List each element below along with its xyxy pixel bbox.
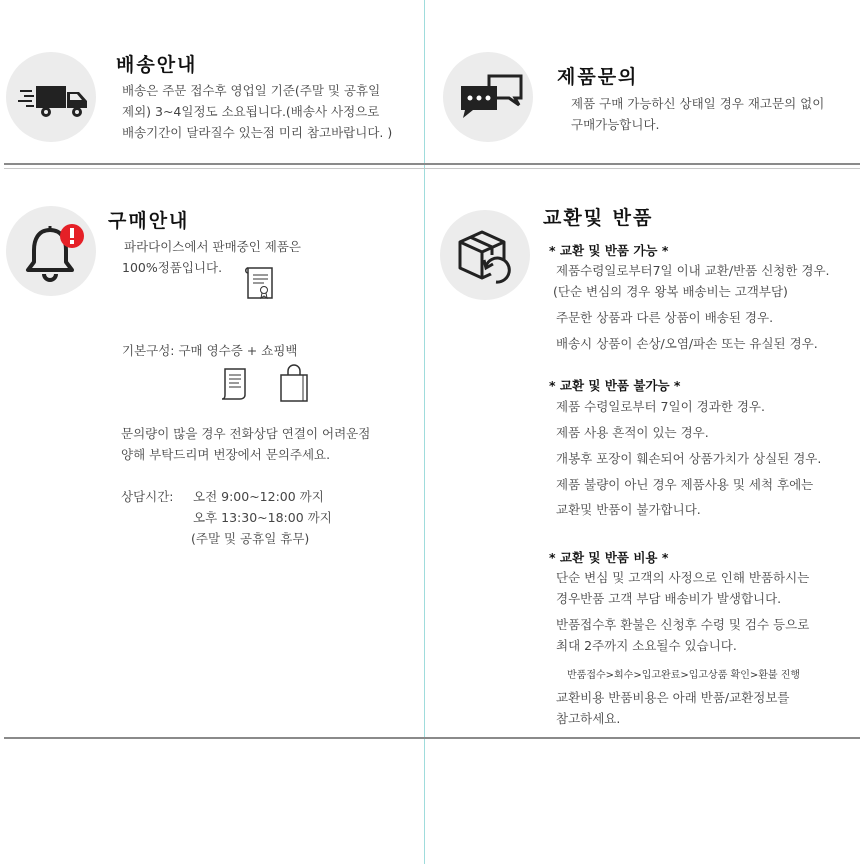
impossible-line-4: 제품 불량이 아닌 경우 제품사용 및 세척 후에는 [556, 477, 814, 492]
note-line-1: 교환비용 반품비용은 아래 반품/교환정보를 [556, 690, 790, 705]
phone-line-2: 양해 부탁드리며 번장에서 문의주세요. [121, 447, 331, 462]
delivery-line-3: 배송기간이 달라질수 있는점 미리 참고바랍니다. ) [122, 125, 393, 140]
hours-am: 오전 9:00~12:00 까지 [193, 489, 324, 504]
cost-line-4: 최대 2주까지 소요될수 있습니다. [556, 638, 737, 653]
truck-icon [6, 52, 96, 142]
truck-icon-circle [6, 52, 96, 142]
possible-line-2: (단순 변심의 경우 왕복 배송비는 고객부담) [553, 284, 788, 299]
receipt-icon [217, 366, 251, 402]
impossible-line-2: 제품 사용 흔적이 있는 경우. [556, 425, 709, 440]
shopping-bag-icon [277, 363, 311, 403]
guide-line-vertical [424, 0, 425, 864]
bell-icon-circle [6, 206, 96, 296]
hours-pm: 오후 13:30~18:00 까지 [193, 510, 332, 525]
certificate-icon [244, 264, 280, 302]
possible-line-1: 제품수령일로부터7일 이내 교환/반품 신청한 경우. [556, 263, 830, 278]
authentic-line-1: 파라다이스에서 판매중인 제품은 [124, 239, 301, 254]
hours-label: 상담시간: [121, 489, 174, 504]
impossible-line-5: 교환및 반품이 불가합니다. [556, 502, 701, 517]
phone-line-1: 문의량이 많을 경우 전화상담 연결이 어려운점 [121, 426, 371, 441]
inquiry-line-2: 구매가능합니다. [571, 117, 660, 132]
cost-line-2: 경우반품 고객 부담 배송비가 발생합니다. [556, 591, 782, 606]
inquiry-line-1: 제품 구매 가능하신 상태일 경우 재고문의 없이 [571, 96, 825, 111]
cost-title: * 교환 및 반품 비용 * [549, 550, 669, 565]
inquiry-title: 제품문의 [557, 66, 639, 88]
chat-bubbles-icon [443, 52, 533, 142]
possible-line-3: 주문한 상품과 다른 상품이 배송된 경우. [556, 310, 774, 325]
possible-title: * 교환 및 반품 가능 * [549, 243, 669, 258]
bell-alert-icon [6, 206, 96, 296]
chat-icon-circle [443, 52, 533, 142]
composition-text: 기본구성: 구매 영수증 + 쇼핑백 [122, 343, 298, 358]
authentic-line-2: 100%정품입니다. [122, 260, 223, 275]
divider-bottom [4, 737, 860, 739]
impossible-line-3: 개봉후 포장이 훼손되어 상품가치가 상실된 경우. [556, 451, 822, 466]
delivery-line-1: 배송은 주문 접수후 영업일 기준(주말 및 공휴일 [122, 83, 381, 98]
note-line-2: 참고하세요. [556, 711, 621, 726]
cost-line-3: 반품접수후 환불은 신청후 수령 및 검수 등으로 [556, 617, 810, 632]
purchase-title: 구매안내 [108, 210, 190, 232]
divider-top-thin [4, 168, 860, 169]
impossible-title: * 교환 및 반품 불가능 * [549, 378, 681, 393]
impossible-line-1: 제품 수령일로부터 7일이 경과한 경우. [556, 399, 765, 414]
return-box-icon-circle [440, 210, 530, 300]
divider-top [4, 163, 860, 165]
cost-line-1: 단순 변심 및 고객의 사정으로 인해 반품하시는 [556, 570, 810, 585]
possible-line-4: 배송시 상품이 손상/오염/파손 또는 유실된 경우. [556, 336, 818, 351]
exchange-title: 교환및 반품 [543, 207, 654, 229]
return-flow: 반품접수>회수>입고완료>입고상품 확인>환불 진행 [567, 670, 801, 681]
delivery-title: 배송안내 [116, 54, 198, 76]
hours-closed: (주말 및 공휴일 휴무) [191, 531, 310, 546]
delivery-line-2: 제외) 3~4일정도 소요됩니다.(배송사 사정으로 [122, 104, 380, 119]
return-box-icon [440, 210, 530, 300]
